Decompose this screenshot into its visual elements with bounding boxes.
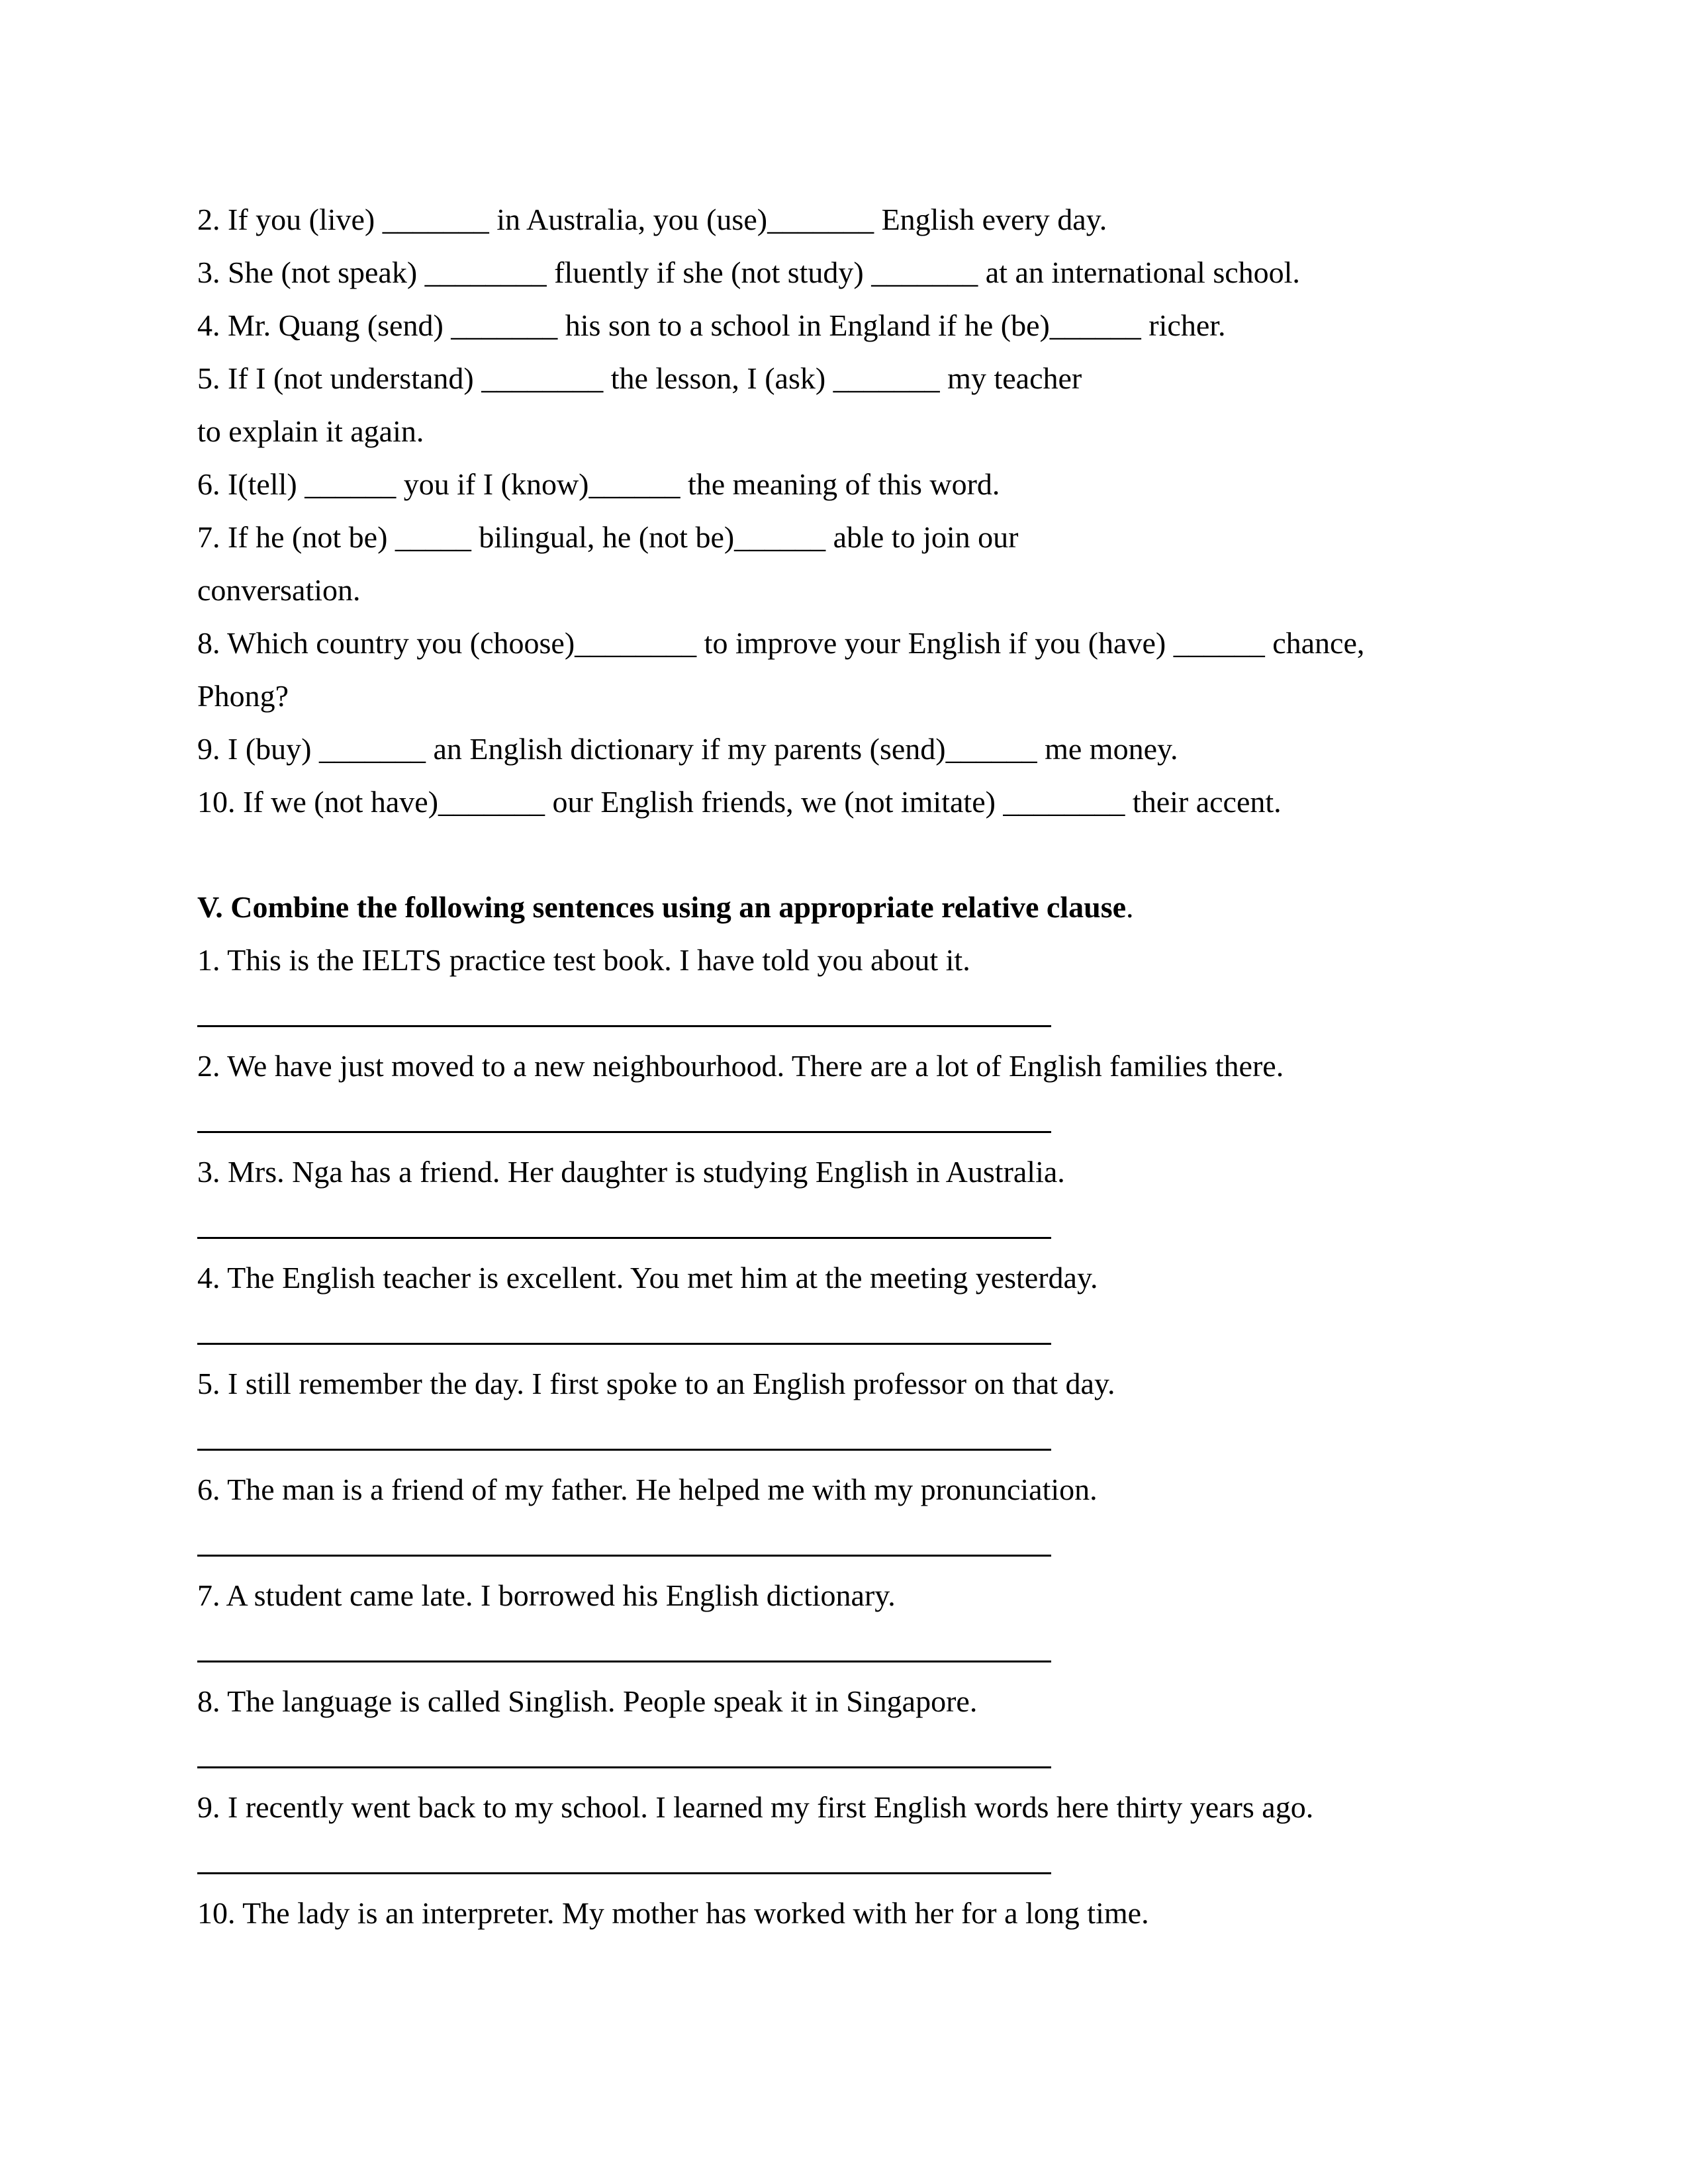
worksheet-content	[197, 193, 1508, 1940]
answer-rule	[197, 1237, 1051, 1239]
answer-blank[interactable]	[197, 1622, 1508, 1675]
exercise-4-item: 9. I (buy) _______ an English dictionary if my parents (send)______ me money.	[197, 732, 1178, 766]
answer-rule	[197, 1449, 1051, 1451]
exercise-5-question: 2. We have just moved to a new neighbourhood. There are a lot of English families there.	[197, 1049, 1284, 1083]
exercise-4-item: 5. If I (not understand) ________ the lesson, I (ask) _______ my teacher	[197, 361, 1082, 395]
exercise-4-item-continuation: Phong?	[197, 679, 289, 713]
exercise-5-question: 9. I recently went back to my school. I learned my first English words here thirty years ago.	[197, 1790, 1314, 1824]
answer-rule	[197, 1872, 1051, 1874]
exercise-5-heading-text: V. Combine the following sentences using an appropriate relative clause	[197, 890, 1127, 924]
exercise-5-list	[197, 934, 1508, 1940]
answer-rule	[197, 1555, 1051, 1557]
answer-blank[interactable]	[197, 1093, 1508, 1146]
exercise-4-item: 4. Mr. Quang (send) _______ his son to a school in England if he (be)______ richer.	[197, 308, 1226, 342]
exercise-4-item-continuation: to explain it again.	[197, 414, 424, 448]
answer-blank[interactable]	[197, 1834, 1508, 1887]
exercise-5-question: 5. I still remember the day. I first spoke to an English professor on that day.	[197, 1367, 1115, 1400]
answer-rule	[197, 1766, 1051, 1768]
section-spacer	[197, 829, 1508, 881]
exercise-5-heading	[197, 881, 1508, 934]
exercise-4-item: 10. If we (not have)_______ our English friends, we (not imitate) ________ their accent.	[197, 785, 1282, 819]
answer-blank[interactable]	[197, 1728, 1508, 1781]
answer-blank[interactable]	[197, 1516, 1508, 1569]
exercise-5-question: 10. The lady is an interpreter. My mother has worked with her for a long time.	[197, 1896, 1149, 1930]
exercise-5-heading-tail: .	[1126, 890, 1134, 924]
exercise-4-item-continuation: conversation.	[197, 573, 361, 607]
answer-rule	[197, 1131, 1051, 1133]
exercise-5-question: 7. A student came late. I borrowed his English dictionary.	[197, 1578, 896, 1612]
answer-blank[interactable]	[197, 1410, 1508, 1463]
exercise-5-question: 4. The English teacher is excellent. You met him at the meeting yesterday.	[197, 1261, 1098, 1295]
exercise-4-item: 2. If you (live) _______ in Australia, you (use)_______ English every day.	[197, 203, 1107, 236]
exercise-4-list	[197, 193, 1508, 829]
exercise-5-question: 8. The language is called Singlish. People speak it in Singapore.	[197, 1684, 978, 1718]
answer-blank[interactable]	[197, 1199, 1508, 1251]
exercise-5-question: 1. This is the IELTS practice test book. I have told you about it.	[197, 943, 970, 977]
answer-rule	[197, 1343, 1051, 1345]
exercise-5-question: 6. The man is a friend of my father. He helped me with my pronunciation.	[197, 1473, 1098, 1506]
exercise-4-item: 8. Which country you (choose)________ to improve your English if you (have) ______ chance,	[197, 626, 1365, 660]
answer-blank[interactable]	[197, 987, 1508, 1040]
exercise-4-item: 7. If he (not be) _____ bilingual, he (not be)______ able to join our	[197, 520, 1019, 554]
answer-rule	[197, 1025, 1051, 1027]
answer-blank[interactable]	[197, 1304, 1508, 1357]
answer-rule	[197, 1661, 1051, 1662]
exercise-5-question: 3. Mrs. Nga has a friend. Her daughter is studying English in Australia.	[197, 1155, 1065, 1189]
exercise-4-item: 6. I(tell) ______ you if I (know)______ the meaning of this word.	[197, 467, 1000, 501]
exercise-4-item: 3. She (not speak) ________ fluently if she (not study) _______ at an international school.	[197, 255, 1300, 289]
